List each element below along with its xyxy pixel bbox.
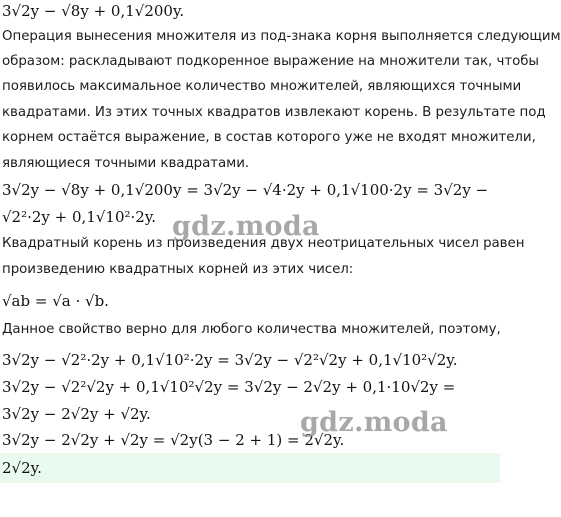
explanation-line: Операция вынесения множителя из под-знака корня выполняется следующим — [2, 29, 561, 44]
math-step: 3√2y − √8y + 0,1√200y = 3√2y − √4·2y + 0,1√100·2y = 3√2y − — [2, 181, 489, 199]
explanation-line: Квадратный корень из произведения двух неотрицательных чисел равен — [2, 236, 525, 251]
math-step: 3√2y − 2√2y + √2y. — [2, 405, 151, 423]
root-property: √ab = √a · √b. — [2, 292, 109, 310]
watermark: gdz.moda — [300, 407, 448, 438]
answer-highlight — [0, 453, 500, 483]
final-answer: 2√2y. — [2, 459, 42, 477]
math-step: 3√2y − √2²√2y + 0,1√10²√2y = 3√2y − 2√2y + 0,1·10√2y = — [2, 378, 456, 396]
explanation-line: произведению квадратных корней из этих чисел: — [2, 262, 354, 277]
watermark: gdz.moda — [172, 211, 320, 242]
math-step: 3√2y − 2√2y + √2y = √2y(3 − 2 + 1) = 2√2y. — [2, 431, 345, 449]
explanation-line: появилось максимальное количество множителей, являющихся точными — [2, 79, 522, 94]
math-step: √2²·2y + 0,1√10²·2y. — [2, 208, 157, 226]
task-expression: 3√2y − √8y + 0,1√200y. — [2, 2, 185, 20]
math-step: 3√2y − √2²·2y + 0,1√10²·2y = 3√2y − √2²√2y + 0,1√10²√2y. — [2, 351, 458, 369]
explanation-line: квадратами. Из этих точных квадратов извлекают корень. В результате под — [2, 105, 546, 120]
explanation-line: образом: раскладывают подкоренное выражение на множители так, чтобы — [2, 54, 539, 69]
explanation-line: Данное свойство верно для любого количества множителей, поэтому, — [2, 322, 501, 337]
explanation-line: являющиеся точными квадратами. — [2, 156, 250, 171]
explanation-line: корнем остаётся выражение, в состав которого уже не входят множители, — [2, 130, 536, 145]
